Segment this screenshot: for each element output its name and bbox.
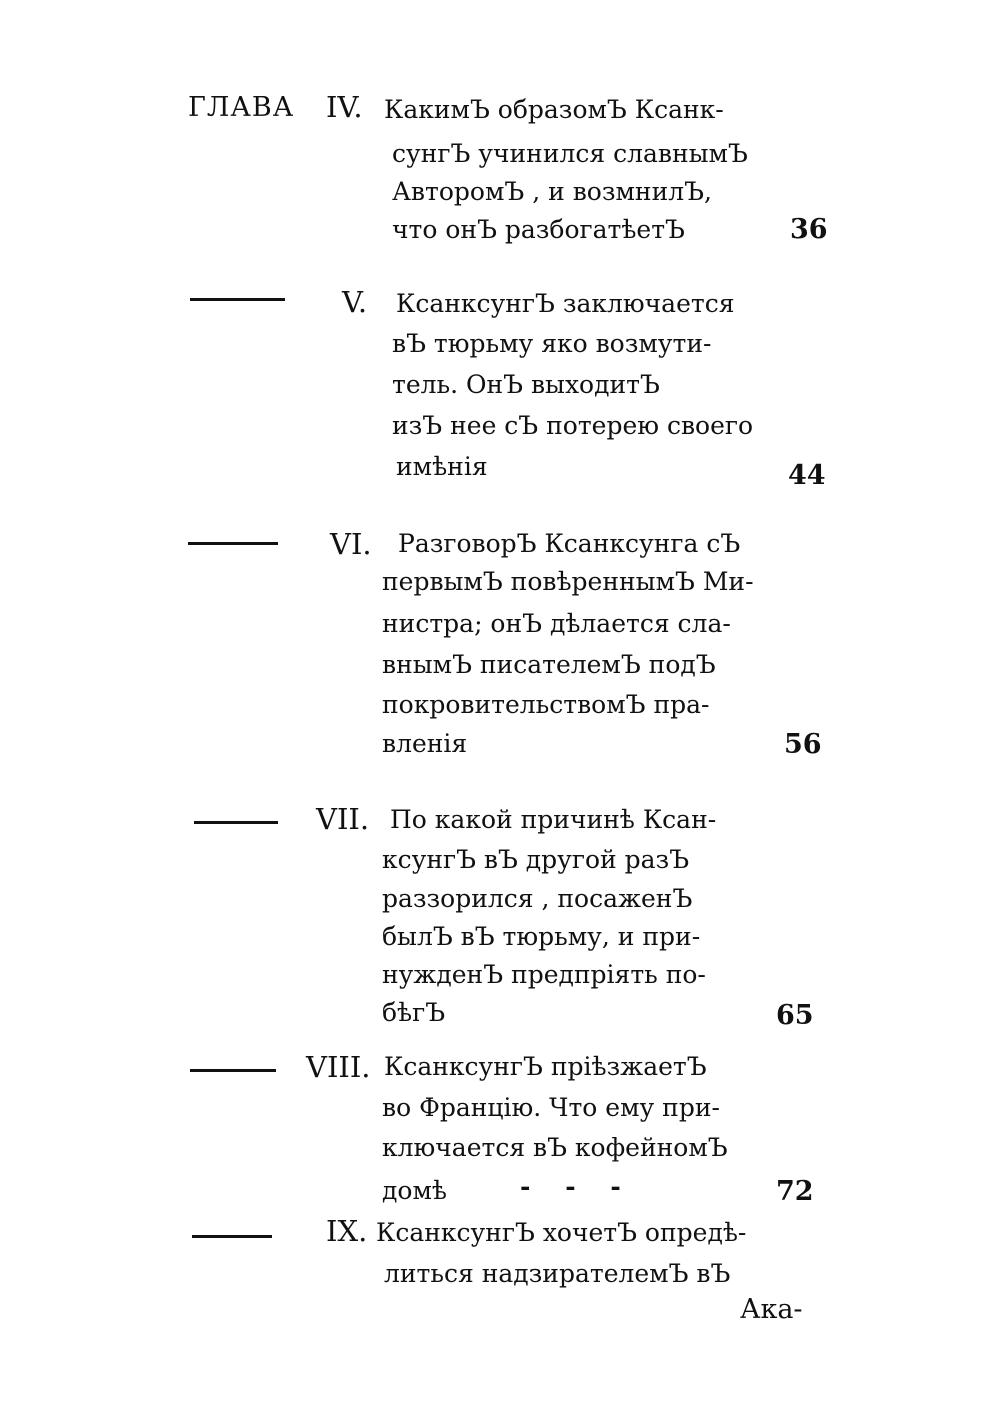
chapter-numeral: VII. [316, 802, 370, 836]
ditto-dash [192, 1235, 272, 1238]
toc-line: внымЪ писателемЪ подЪ [382, 650, 716, 679]
toc-line: КсанксунгЪ заключается [396, 289, 735, 318]
ditto-dash [188, 542, 278, 545]
page-number: 36 [790, 214, 828, 245]
page-number: 65 [776, 1000, 814, 1031]
catchword: Ака- [740, 1294, 803, 1325]
toc-line: первымЪ повѣреннымЪ Ми- [382, 567, 754, 596]
toc-line: имѣнія [396, 452, 488, 481]
toc-line: бѣгЪ [382, 998, 446, 1027]
chapter-numeral: IX. [326, 1214, 368, 1248]
toc-line: сунгЪ учинился славнымЪ [392, 139, 748, 168]
toc-line: что онЪ разбогатѣетЪ [392, 215, 685, 244]
ditto-dash [190, 1069, 276, 1072]
chapter-numeral: IV. [326, 90, 363, 124]
chapter-numeral: VIII. [306, 1050, 371, 1084]
toc-line: изЪ нее сЪ потерею своего [392, 411, 754, 440]
toc-line: нистра; онЪ дѣлается сла- [382, 609, 731, 638]
page-number: 72 [776, 1176, 814, 1207]
toc-line: ксунгЪ вЪ другой разЪ [382, 845, 690, 874]
toc-line: ключается вЪ кофейномЪ [382, 1133, 728, 1162]
chapter-numeral: VI. [330, 527, 372, 561]
toc-line: нужденЪ предпріять по- [382, 960, 706, 989]
chapter-numeral: V. [342, 285, 368, 319]
toc-line: РазговорЪ Ксанксунга сЪ [398, 529, 741, 558]
ditto-dash [190, 298, 285, 301]
toc-line: раззорился , посаженЪ [382, 884, 693, 913]
toc-line: По какой причинѣ Ксан- [390, 805, 717, 834]
toc-line: вленія [382, 729, 468, 758]
page-number: 56 [784, 729, 822, 760]
ditto-dash [194, 821, 278, 824]
toc-line: КакимЪ образомЪ Ксанк- [384, 95, 724, 124]
dot-leader: - - - [520, 1172, 621, 1201]
chapter-heading: ГЛАВА [188, 92, 295, 123]
page-number: 44 [788, 460, 826, 491]
toc-line: во Францію. Что ему при- [382, 1093, 720, 1122]
toc-line: АвторомЪ , и возмнилЪ, [392, 177, 712, 206]
toc-line: КсанксунгЪ пріѣзжаетЪ [384, 1052, 707, 1081]
toc-line: былЪ вЪ тюрьму, и при- [382, 922, 701, 951]
toc-line: КсанксунгЪ хочетЪ опредѣ- [376, 1218, 747, 1247]
toc-line: тель. ОнЪ выходитЪ [392, 370, 660, 399]
toc-line: покровительствомЪ пра- [382, 690, 710, 719]
toc-line: вЪ тюрьму яко возмути- [392, 329, 712, 358]
toc-line: домѣ [382, 1176, 447, 1205]
toc-line: литься надзирателемЪ вЪ [384, 1259, 731, 1288]
